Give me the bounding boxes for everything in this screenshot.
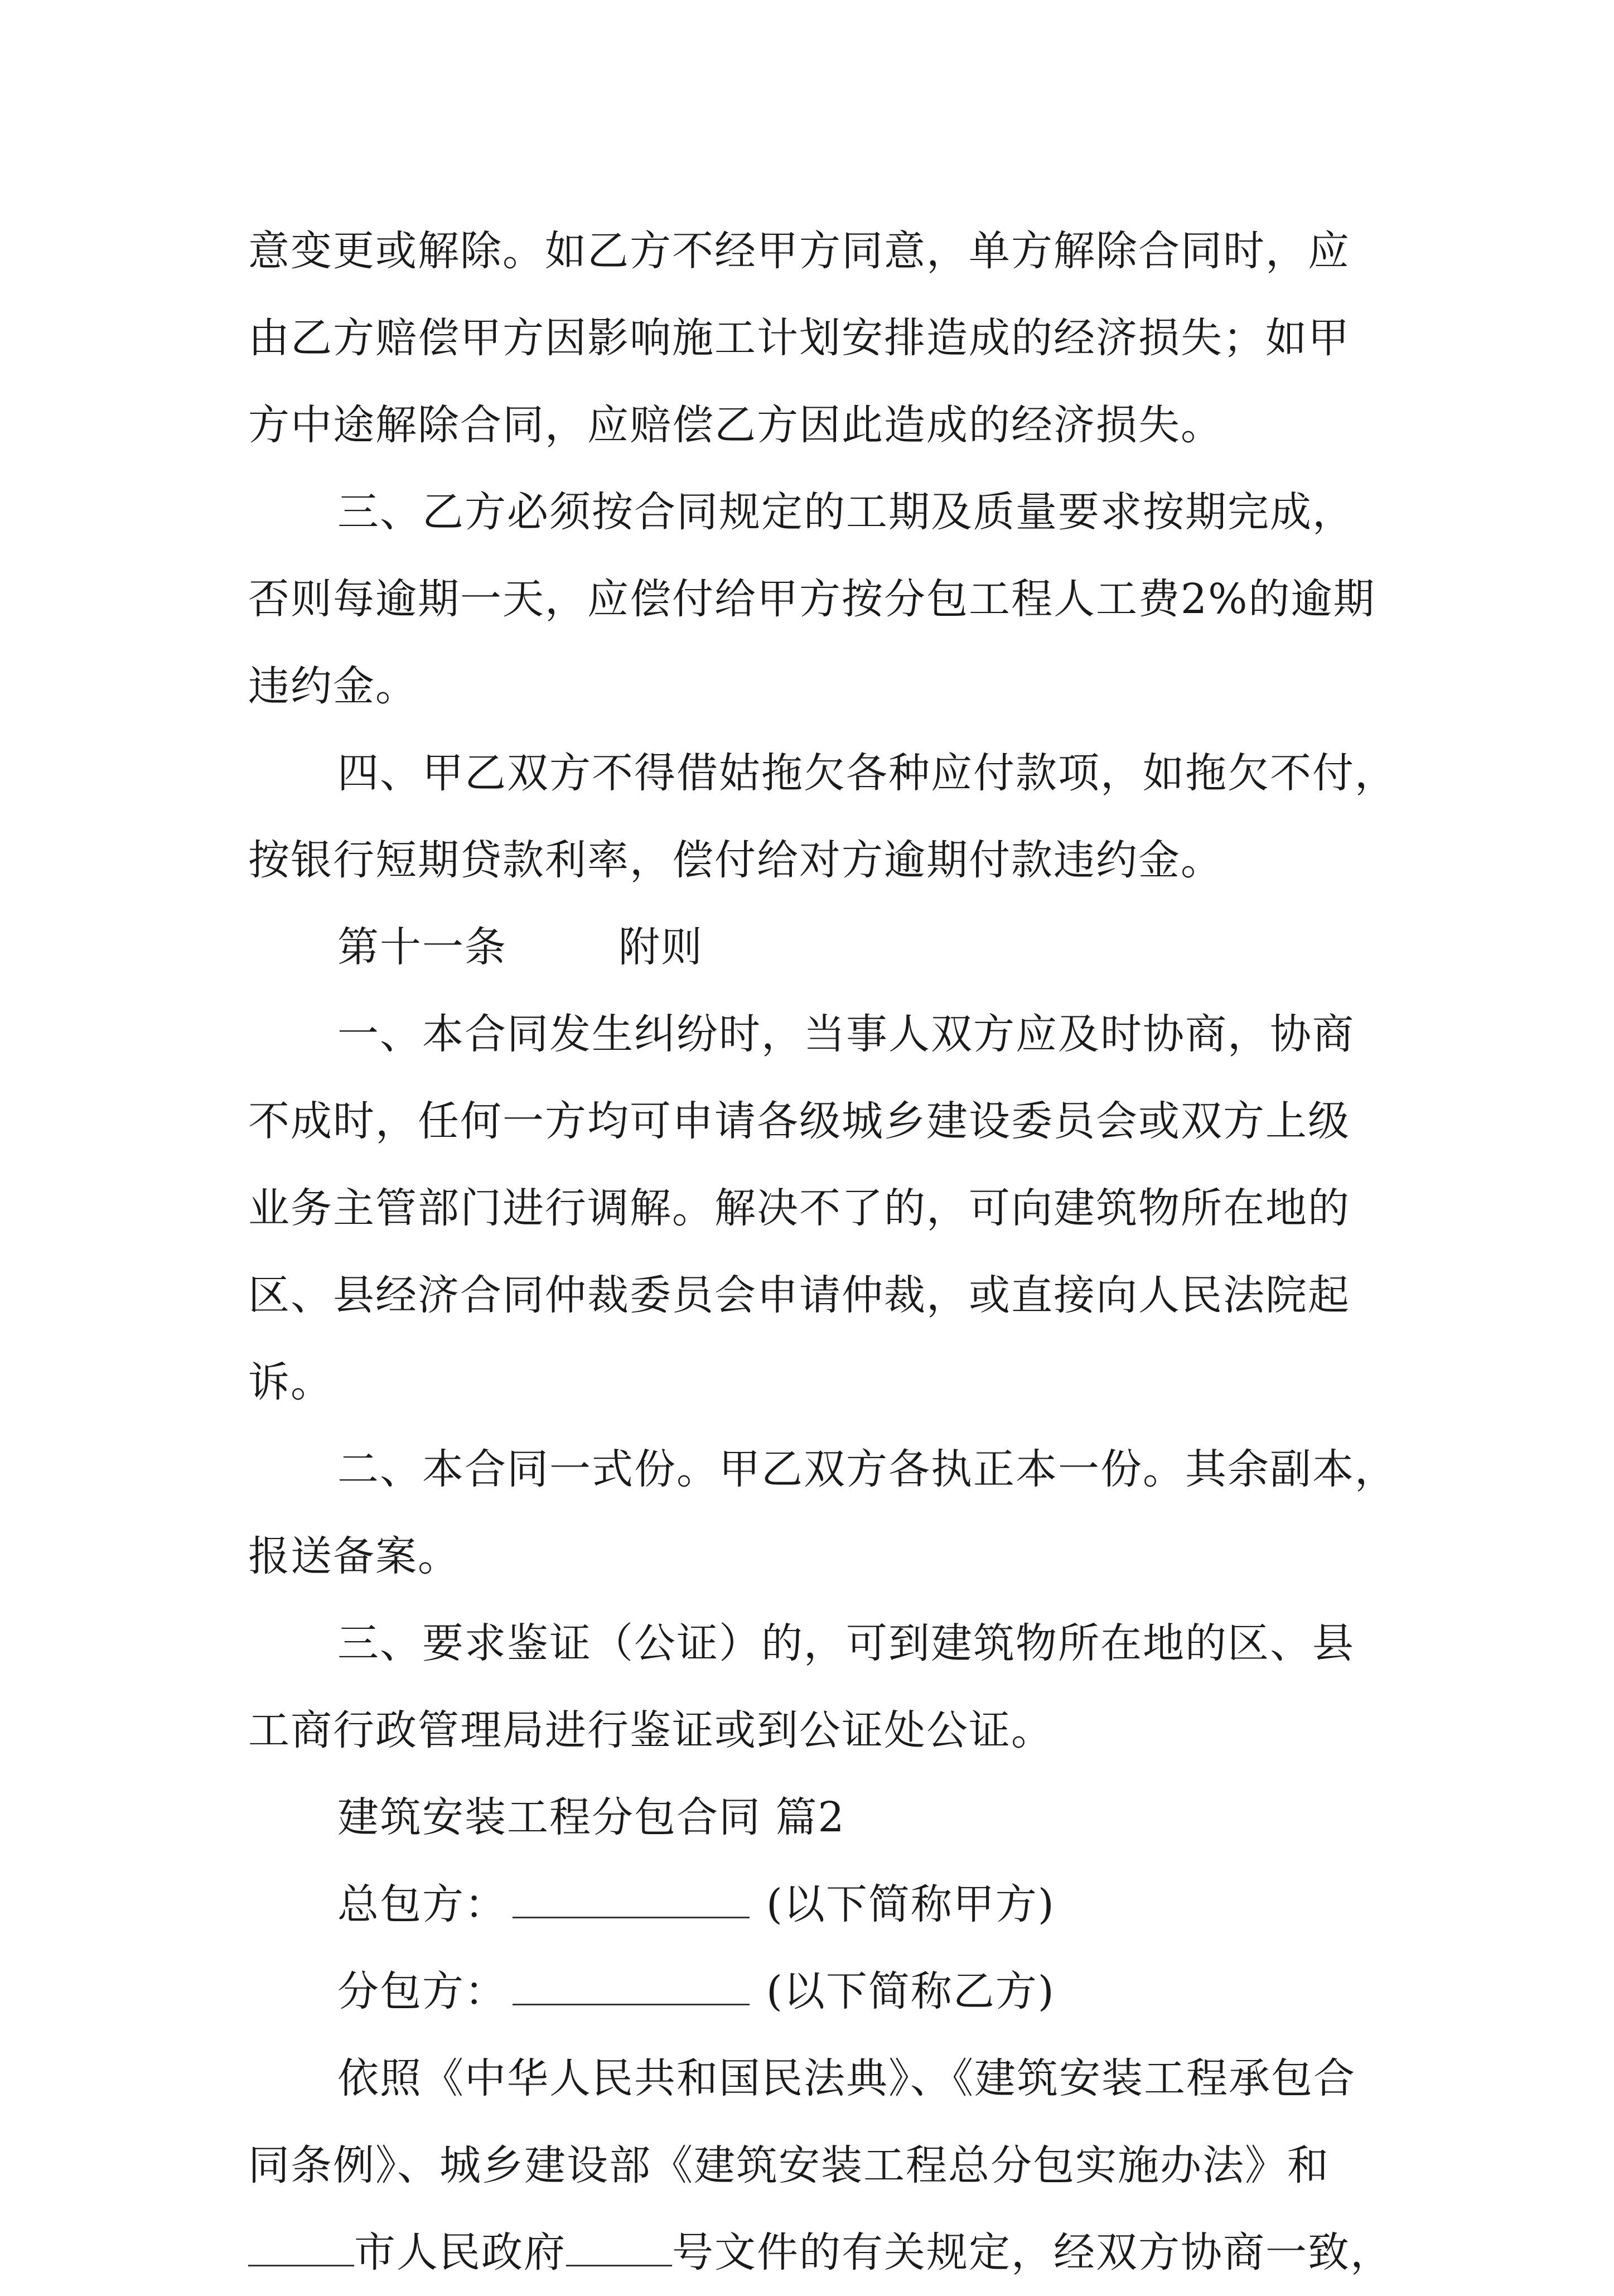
paragraph-line: 业务主管部门进行调解。解决不了的，可向建筑物所在地的 xyxy=(248,1184,1350,1232)
paragraph-line: 三、要求鉴证（公证）的，可到建筑物所在地的区、县 xyxy=(337,1619,1355,1667)
contractor-label: 总包方： xyxy=(337,1880,507,1928)
paragraph-line: 同条例》、城乡建设部《建筑安装工程总分包实施办法》和 xyxy=(248,2141,1330,2189)
subcontractor-blank[interactable] xyxy=(513,1970,750,2005)
article-title: 附则 xyxy=(618,923,703,971)
city-blank[interactable] xyxy=(248,2231,354,2266)
section-title: 建筑安装工程分包合同 篇2 xyxy=(337,1793,845,1841)
paragraph-line: 工商行政管理局进行鉴证或到公证处公证。 xyxy=(248,1706,1054,1754)
contractor-line xyxy=(248,1861,1381,1948)
subcontractor-note: (以下简称乙方) xyxy=(766,1967,1055,2015)
paragraph-line: 方中途解除合同，应赔偿乙方因此造成的经济损失。 xyxy=(248,401,1223,449)
paragraph-line: 报送备案。 xyxy=(248,1532,460,1580)
paragraph-line: 诉。 xyxy=(248,1358,333,1406)
paragraph-line: 四、甲乙双方不得借姑拖欠各种应付款项，如拖欠不付， xyxy=(337,749,1397,797)
article-heading xyxy=(248,904,1381,991)
paragraph-line: 一、本合同发生纠纷时，当事人双方应及时协商，协商 xyxy=(337,1010,1355,1058)
paragraph-line: 三、乙方必须按合同规定的工期及质量要求按期完成， xyxy=(337,488,1355,536)
document-number-blank[interactable] xyxy=(566,2231,672,2266)
contractor-blank[interactable] xyxy=(513,1883,750,1918)
document-body xyxy=(248,208,1397,2296)
last-line-part2: 号文件的有关规定，经双方协商一致， xyxy=(672,2229,1393,2276)
paragraph-line: 区、县经济合同仲裁委员会申请仲裁，或直接向人民法院起 xyxy=(248,1271,1350,1319)
paragraph-line: 违约金。 xyxy=(248,662,418,710)
paragraph-line: 意变更或解除。如乙方不经甲方同意，单方解除合同时，应 xyxy=(248,227,1350,275)
contractor-note: (以下简称甲方) xyxy=(766,1880,1055,1928)
subcontractor-line xyxy=(248,1948,1381,2035)
paragraph-line: 不成时，任何一方均可申请各级城乡建设委员会或双方上级 xyxy=(248,1097,1350,1145)
paragraph-line: 二、本合同一式份。甲乙双方各执正本一份。其余副本， xyxy=(337,1445,1397,1493)
paragraph-line: 依照《中华人民共和国民法典》、《建筑安装工程承包合 xyxy=(337,2054,1356,2102)
paragraph-line: 否则每逾期一天，应偿付给甲方按分包工程人工费2%的逾期 xyxy=(248,575,1376,623)
subcontractor-label: 分包方： xyxy=(337,1967,507,2015)
paragraph-line: 按银行短期贷款利率，偿付给对方逾期付款违约金。 xyxy=(248,836,1223,884)
article-number: 第十一条 xyxy=(337,923,507,971)
last-line-part1: 市人民政府 xyxy=(354,2229,566,2276)
paragraph-line: 由乙方赔偿甲方因影响施工计划安排造成的经济损失；如甲 xyxy=(248,314,1350,362)
